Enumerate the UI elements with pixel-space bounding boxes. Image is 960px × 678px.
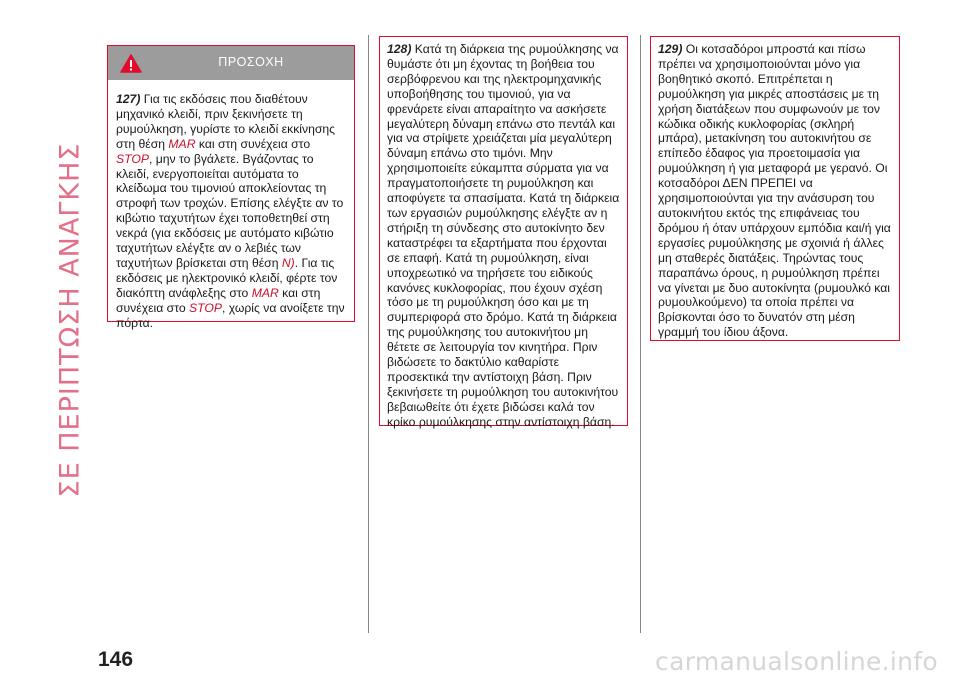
note-129-number: 129) <box>658 42 683 56</box>
note-128-box <box>379 36 628 429</box>
warning-label: ΠΡΟΣΟΧΗ <box>218 55 284 69</box>
note-128-text: Κατά τη διάρκεια της ρυμούλκησης να θυμάστε ότι μη έχοντας τη βοήθεια του σερβόφρενου και της ηλεκτρομηχανικής υποβοήθησης του τιμονιού, για να φρενάρετε είναι απαραίτητο να ασκήσετε μεγαλύτερη δύναμη επάνω στο πεντάλ και για να στρίψετε χρειάζεται μία μεγαλύτερη δύναμη επάνω στο τιμόνι. Μην χρησιμοποιείτε εύκαμπτα σύρματα για να πραγματοποιήσετε τη ρυμούλκηση και αποφύγετε τα σπασίματα. Κατά τη διάρκεια των εργασιών ρυμούλκησης ελέγξτε αν η στήριξη τη σύνδεσης στο αυτοκίνητο δεν καταστρέφει τα εξαρτήματα που έρχονται σε επαφή. Κατά τη ρυμούλκηση, είναι υποχρεωτικό να τηρήσετε του ειδικούς κανόνες κυκλοφορίας, που έχουν σχέση τόσο με τη ρυμούλκηση όσο και με τη συμπεριφορά στο δρόμο. Κατά τη διάρκεια της ρυμούλκησης του αυτοκινήτου μη θέτετε σε λειτουργία τον κινητήρα. Πριν βιδώσετε το δακτύλιο καθαρίστε προσεκτικά την αντίστοιχη βάση. Πριν ξεκινήσετε τη ρυμούλκηση του αυτοκινήτου βεβαιωθείτε ότι έχετε βιδώσει καλά τον κρίκο ρυμούλκησης στην αντίστοιχη βάση. <box>387 42 620 429</box>
warning-box <box>107 45 355 330</box>
note-128-number: 128) <box>387 42 412 56</box>
note-127-text-f: , χωρίς να ανοίξετε την πόρτα. <box>116 300 345 330</box>
note-127-text-c: , μην το βγάλετε. Βγάζοντας το κλειδί, ενεργοποιείται αυτόματα το κλείδωμα του τιμονιού αποκλείοντας τη στροφή των τροχών. Επίσης ελέγξτε αν το κιβώτιο ταχυτήτων έχει τοποθετηθεί στη νεκρά (για εκδόσεις με αυτόματο κιβώτιο ταχυτήτων ελέγξτε αν ο λεβιές των ταχυτήτων βρίσκεται στη θέση <box>116 151 344 270</box>
note-127-number: 127) <box>116 92 141 106</box>
column-divider-1 <box>368 35 369 633</box>
note-129-box <box>650 36 900 341</box>
section-title-text: ΣΕ ΠΕΡΙΠΤΩΣΗ ΑΝΑΓΚΗΣ <box>54 142 86 498</box>
note-127-text-a: Για τις εκδόσεις που διαθέτουν μηχανικό κλειδί, πριν ξεκινήσετε τη ρυμούλκηση, γυρίστε το κλειδί εκκίνησης στη θέση <box>116 92 336 151</box>
note-127-key-stop-1: STOP <box>116 151 149 166</box>
note-129 <box>651 37 899 340</box>
note-127-text-e: και στη συνέχεια στο <box>116 285 321 315</box>
note-127-text-b: και στη συνέχεια στο <box>195 136 311 151</box>
note-127-key-mar-2: MAR <box>251 285 279 300</box>
note-129-text: Οι κοτσαδόροι μπροστά και πίσω πρέπει να χρησιμοποιούνται μόνο για βοηθητικό σκοπό. Επιτρέπεται η ρυμούλκηση για μικρές αποστάσεις με τη χρήση διατάξεων που συμφωνούν με τον κώδικα οδικής κυκλοφορίας (σκληρή μπάρα), μετακίνηση του αυτοκινήτου σε επίπεδο έδαφος για προετοιμασία για ρυμούλκηση ή για μεταφορά με γερανό. Οι κοτσαδόροι ΔΕΝ ΠΡΕΠΕΙ να χρησιμοποιούνται για την ανάσυρση του αυτοκινήτου εκτός της επιφάνειας του δρόμου ή όταν υπάρχουν εμπόδια και/ή για εργασίες ρυμούλκησης με σχοινιά ή άλλες μη σταθερές διατάξεις. Τηρώντας τους παραπάνω όρους, η ρυμούλκηση πρέπει να γίνεται με δυο αυτοκίνητα (ρυμουλκό και ρυμουλκούμενο) τα οποία πρέπει να βρίσκονται όσο το δυνατόν στη μέση γραμμή του ίδιου άξονα. <box>658 42 891 340</box>
note-128 <box>380 37 627 430</box>
note-127 <box>108 80 354 331</box>
watermark: carmanualsonline.info <box>655 647 938 676</box>
note-127-key-n: N) <box>281 255 295 270</box>
note-127-text-d: . Για τις εκδόσεις με ηλεκτρονικό κλειδί, φέρτε τον διακόπτη ανάφλεξης στο <box>116 255 338 300</box>
page-number: 146 <box>98 648 134 671</box>
note-127-key-stop-2: STOP <box>189 300 222 315</box>
section-title <box>52 40 88 600</box>
column-divider-2 <box>640 35 641 633</box>
warning-header <box>108 46 354 80</box>
note-127-key-mar-1: MAR <box>168 136 196 151</box>
